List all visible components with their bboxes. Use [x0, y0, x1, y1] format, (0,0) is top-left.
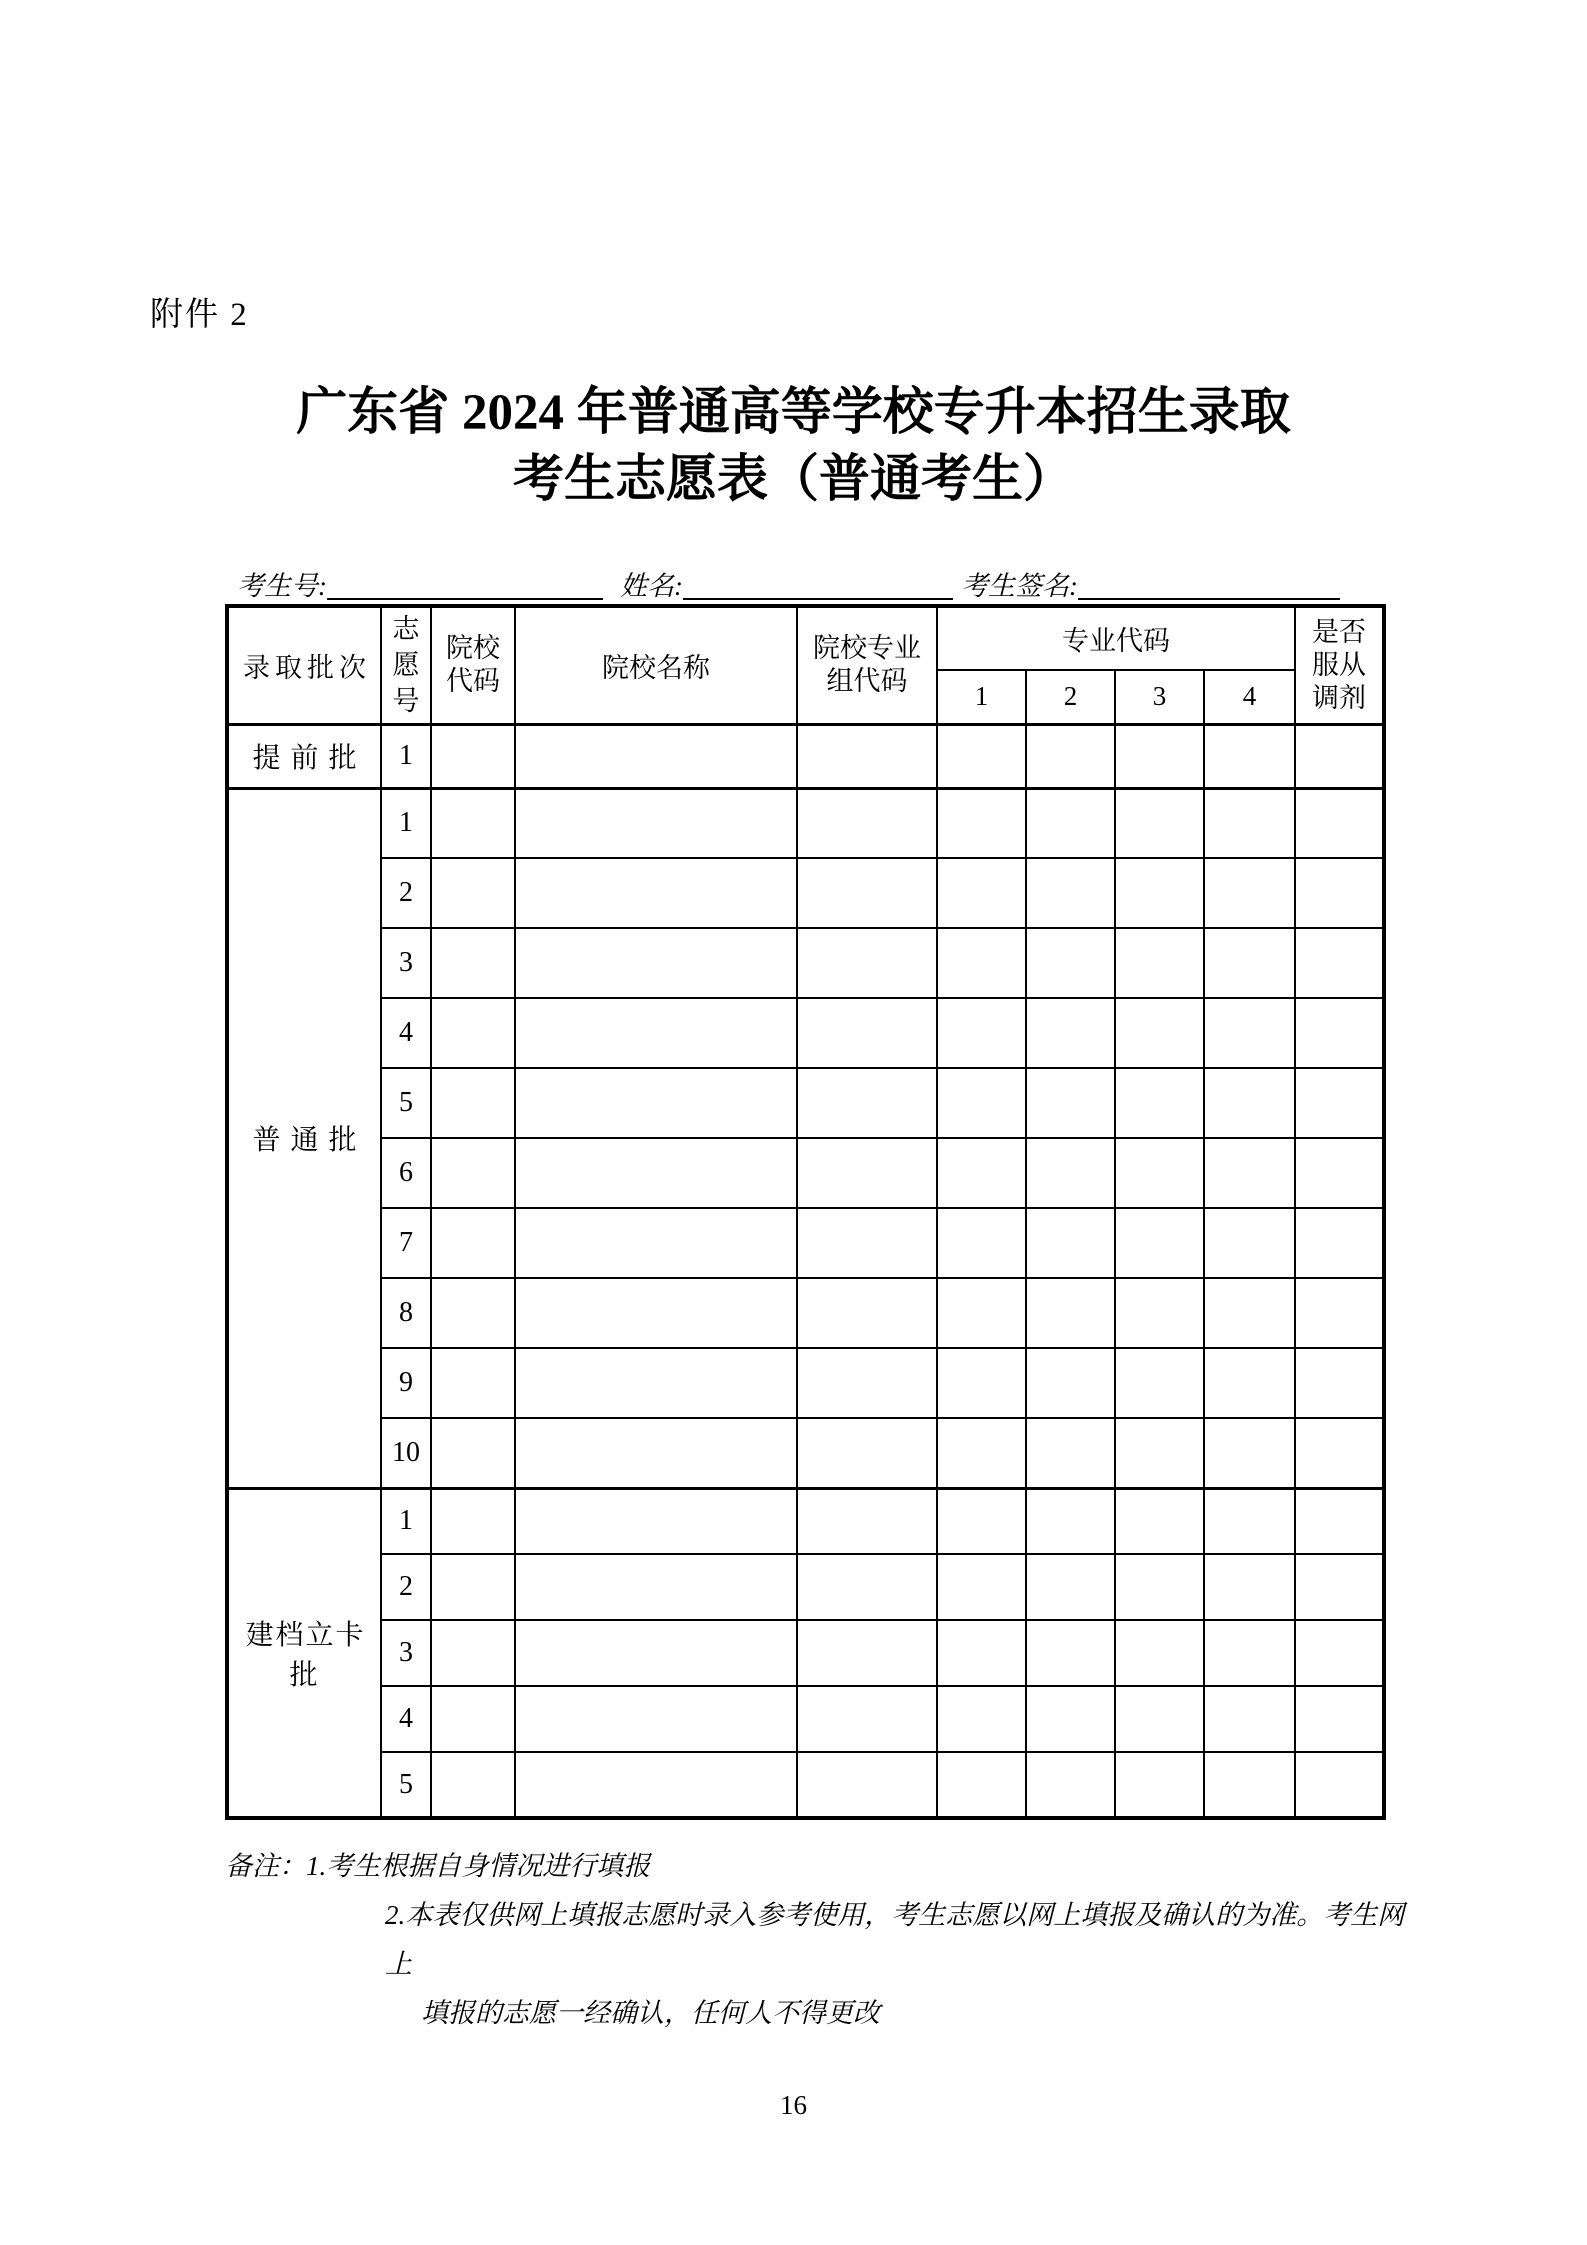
cell-major-code-3 — [1115, 1208, 1204, 1278]
cell-major-code-4 — [1204, 788, 1295, 858]
cell-obey-adjustment — [1295, 1554, 1384, 1620]
volunteer-number: 1 — [381, 1488, 431, 1554]
volunteer-number: 1 — [381, 724, 431, 788]
cell-college-code — [431, 1138, 515, 1208]
cell-major-code-1 — [937, 1752, 1026, 1818]
cell-college-name — [515, 858, 797, 928]
cell-major-code-4 — [1204, 1554, 1295, 1620]
cell-major-code-4 — [1204, 1620, 1295, 1686]
volunteer-number: 5 — [381, 1068, 431, 1138]
table-row — [227, 1554, 1384, 1620]
volunteer-number: 9 — [381, 1348, 431, 1418]
table-row — [227, 1348, 1384, 1418]
cell-college-code — [431, 1068, 515, 1138]
cell-major-code-3 — [1115, 1068, 1204, 1138]
batch-label-regular: 普通批 — [227, 788, 381, 1488]
attachment-label: 附件 2 — [150, 297, 249, 333]
cell-obey-adjustment — [1295, 928, 1384, 998]
cell-major-code-4 — [1204, 1208, 1295, 1278]
cell-obey-adjustment — [1295, 1068, 1384, 1138]
cell-major-code-3 — [1115, 1554, 1204, 1620]
volunteer-number: 7 — [381, 1208, 431, 1278]
cell-major-group-code — [797, 1278, 937, 1348]
cell-obey-adjustment — [1295, 1278, 1384, 1348]
name-label: 姓名: — [620, 571, 683, 601]
volunteer-number: 2 — [381, 1554, 431, 1620]
header-batch: 录取批次 — [227, 606, 381, 724]
header-obey-adjustment: 是否 服从 调剂 — [1295, 606, 1384, 724]
cell-major-group-code — [797, 788, 937, 858]
cell-college-name — [515, 1686, 797, 1752]
name-field — [620, 564, 953, 603]
cell-major-code-1 — [937, 1686, 1026, 1752]
signature-label: 考生签名: — [961, 571, 1078, 601]
cell-major-code-1 — [937, 998, 1026, 1068]
table-row — [227, 1068, 1384, 1138]
cell-major-code-1 — [937, 1208, 1026, 1278]
cell-major-code-2 — [1026, 724, 1115, 788]
cell-major-group-code — [797, 724, 937, 788]
cell-college-name — [515, 928, 797, 998]
volunteer-number: 10 — [381, 1418, 431, 1488]
cell-major-group-code — [797, 928, 937, 998]
cell-college-name — [515, 1278, 797, 1348]
cell-obey-adjustment — [1295, 1686, 1384, 1752]
title-line-1: 广东省 2024 年普通高等学校专升本招生录取 — [296, 385, 1291, 441]
cell-major-code-2 — [1026, 788, 1115, 858]
cell-college-name — [515, 1620, 797, 1686]
cell-major-code-3 — [1115, 1488, 1204, 1554]
cell-major-code-1 — [937, 858, 1026, 928]
cell-major-group-code — [797, 1348, 937, 1418]
table-row — [227, 1418, 1384, 1488]
cell-major-code-3 — [1115, 858, 1204, 928]
cell-college-code — [431, 1620, 515, 1686]
signature-blank-line — [1078, 596, 1340, 600]
volunteer-number: 1 — [381, 788, 431, 858]
exam-number-blank-line — [327, 596, 603, 600]
cell-college-name — [515, 788, 797, 858]
cell-major-group-code — [797, 1620, 937, 1686]
remark-line-3: 填报的志愿一经确认，任何人不得更改 — [421, 1998, 880, 2028]
table-row — [227, 928, 1384, 998]
cell-major-group-code — [797, 1418, 937, 1488]
exam-number-field — [237, 564, 603, 603]
header-college-code: 院校 代码 — [431, 606, 515, 724]
signature-fields-row — [237, 564, 1340, 603]
header-row-1 — [227, 606, 1384, 670]
cell-major-code-2 — [1026, 1686, 1115, 1752]
document-title — [0, 380, 1587, 514]
cell-major-code-2 — [1026, 1488, 1115, 1554]
cell-major-code-1 — [937, 1620, 1026, 1686]
cell-obey-adjustment — [1295, 1418, 1384, 1488]
remark-line-1 — [225, 1842, 1405, 1891]
cell-college-name — [515, 1138, 797, 1208]
cell-major-code-2 — [1026, 1138, 1115, 1208]
cell-major-code-1 — [937, 1418, 1026, 1488]
cell-major-code-1 — [937, 1488, 1026, 1554]
batch-label-early: 提前批 — [227, 724, 381, 788]
table-row — [227, 724, 1384, 788]
cell-major-code-4 — [1204, 1068, 1295, 1138]
cell-college-name — [515, 1348, 797, 1418]
cell-college-code — [431, 724, 515, 788]
header-college-name: 院校名称 — [515, 606, 797, 724]
cell-major-group-code — [797, 1488, 937, 1554]
cell-major-code-3 — [1115, 998, 1204, 1068]
cell-major-group-code — [797, 1554, 937, 1620]
cell-college-name — [515, 724, 797, 788]
cell-major-code-2 — [1026, 1278, 1115, 1348]
cell-major-code-1 — [937, 724, 1026, 788]
table-row — [227, 1488, 1384, 1554]
table-row — [227, 858, 1384, 928]
cell-major-code-3 — [1115, 1138, 1204, 1208]
cell-obey-adjustment — [1295, 1752, 1384, 1818]
cell-major-code-4 — [1204, 724, 1295, 788]
header-major-code-1: 1 — [937, 670, 1026, 724]
cell-obey-adjustment — [1295, 1348, 1384, 1418]
cell-major-code-2 — [1026, 1554, 1115, 1620]
table-row — [227, 1752, 1384, 1818]
cell-college-code — [431, 1208, 515, 1278]
cell-major-group-code — [797, 1208, 937, 1278]
cell-obey-adjustment — [1295, 724, 1384, 788]
cell-major-code-2 — [1026, 1348, 1115, 1418]
volunteer-number: 2 — [381, 858, 431, 928]
cell-major-code-2 — [1026, 998, 1115, 1068]
cell-major-code-3 — [1115, 1620, 1204, 1686]
cell-major-code-3 — [1115, 1752, 1204, 1818]
cell-major-code-4 — [1204, 1488, 1295, 1554]
cell-major-code-1 — [937, 1348, 1026, 1418]
cell-major-code-4 — [1204, 858, 1295, 928]
volunteer-number: 6 — [381, 1138, 431, 1208]
cell-major-code-4 — [1204, 1686, 1295, 1752]
cell-major-code-2 — [1026, 1752, 1115, 1818]
cell-major-code-2 — [1026, 1208, 1115, 1278]
header-major-codes: 专业代码 — [937, 606, 1295, 670]
remarks-label: 备注： — [225, 1851, 306, 1881]
cell-major-code-4 — [1204, 1138, 1295, 1208]
volunteer-number: 8 — [381, 1278, 431, 1348]
signature-field — [961, 564, 1340, 603]
cell-major-code-3 — [1115, 1278, 1204, 1348]
batch-label-poverty-registered: 建档立卡批 — [227, 1488, 381, 1818]
cell-major-code-2 — [1026, 858, 1115, 928]
volunteer-number: 3 — [381, 928, 431, 998]
cell-major-group-code — [797, 1686, 937, 1752]
table-row — [227, 1278, 1384, 1348]
cell-major-code-2 — [1026, 1068, 1115, 1138]
cell-major-code-2 — [1026, 1418, 1115, 1488]
volunteer-number: 4 — [381, 1686, 431, 1752]
cell-major-code-4 — [1204, 928, 1295, 998]
page-number: 16 — [780, 2090, 807, 2120]
cell-major-code-3 — [1115, 788, 1204, 858]
cell-college-name — [515, 1068, 797, 1138]
cell-obey-adjustment — [1295, 788, 1384, 858]
cell-college-code — [431, 998, 515, 1068]
cell-college-code — [431, 1278, 515, 1348]
cell-major-code-4 — [1204, 1348, 1295, 1418]
remark-item-1: 1.考生根据自身情况进行填报 — [306, 1851, 651, 1881]
volunteer-table — [225, 604, 1386, 1820]
cell-obey-adjustment — [1295, 1488, 1384, 1554]
header-major-group-code: 院校专业 组代码 — [797, 606, 937, 724]
cell-college-name — [515, 1554, 797, 1620]
cell-college-name — [515, 1418, 797, 1488]
cell-college-name — [515, 1208, 797, 1278]
cell-major-group-code — [797, 998, 937, 1068]
cell-major-code-1 — [937, 1138, 1026, 1208]
cell-major-code-3 — [1115, 928, 1204, 998]
name-blank-line — [683, 596, 953, 600]
table-row — [227, 1620, 1384, 1686]
cell-obey-adjustment — [1295, 1620, 1384, 1686]
table-row — [227, 1686, 1384, 1752]
header-major-code-3: 3 — [1115, 670, 1204, 724]
exam-number-label: 考生号: — [237, 571, 327, 601]
cell-obey-adjustment — [1295, 1138, 1384, 1208]
cell-major-group-code — [797, 1068, 937, 1138]
table-row — [227, 1138, 1384, 1208]
cell-major-code-2 — [1026, 1620, 1115, 1686]
cell-major-code-3 — [1115, 1686, 1204, 1752]
cell-college-code — [431, 1348, 515, 1418]
cell-college-name — [515, 998, 797, 1068]
cell-obey-adjustment — [1295, 858, 1384, 928]
cell-major-code-4 — [1204, 1752, 1295, 1818]
cell-college-code — [431, 928, 515, 998]
cell-college-code — [431, 858, 515, 928]
volunteer-number: 3 — [381, 1620, 431, 1686]
cell-obey-adjustment — [1295, 998, 1384, 1068]
table-row — [227, 998, 1384, 1068]
cell-major-group-code — [797, 858, 937, 928]
cell-major-code-4 — [1204, 1278, 1295, 1348]
cell-college-code — [431, 1686, 515, 1752]
cell-college-name — [515, 1488, 797, 1554]
table-row — [227, 1208, 1384, 1278]
volunteer-number: 4 — [381, 998, 431, 1068]
table-row — [227, 788, 1384, 858]
cell-major-code-3 — [1115, 724, 1204, 788]
cell-major-code-3 — [1115, 1418, 1204, 1488]
cell-major-code-1 — [937, 1554, 1026, 1620]
volunteer-number: 5 — [381, 1752, 431, 1818]
remarks-block — [225, 1842, 1405, 2038]
cell-obey-adjustment — [1295, 1208, 1384, 1278]
remark-line-2: 2.本表仅供网上填报志愿时录入参考使用，考生志愿以网上填报及确认的为准。考生网上 — [385, 1900, 1405, 1979]
cell-college-code — [431, 1752, 515, 1818]
cell-major-group-code — [797, 1138, 937, 1208]
cell-college-code — [431, 1488, 515, 1554]
cell-major-code-4 — [1204, 998, 1295, 1068]
cell-major-code-1 — [937, 788, 1026, 858]
cell-major-group-code — [797, 1752, 937, 1818]
cell-major-code-3 — [1115, 1348, 1204, 1418]
title-line-2: 考生志愿表（普通考生） — [512, 452, 1074, 508]
cell-major-code-1 — [937, 928, 1026, 998]
cell-college-name — [515, 1752, 797, 1818]
cell-college-code — [431, 788, 515, 858]
cell-major-code-2 — [1026, 928, 1115, 998]
cell-college-code — [431, 1554, 515, 1620]
cell-major-code-1 — [937, 1278, 1026, 1348]
header-major-code-2: 2 — [1026, 670, 1115, 724]
cell-college-code — [431, 1418, 515, 1488]
cell-major-code-4 — [1204, 1418, 1295, 1488]
cell-major-code-1 — [937, 1068, 1026, 1138]
header-major-code-4: 4 — [1204, 670, 1295, 724]
header-volunteer-no: 志 愿 号 — [381, 606, 431, 724]
